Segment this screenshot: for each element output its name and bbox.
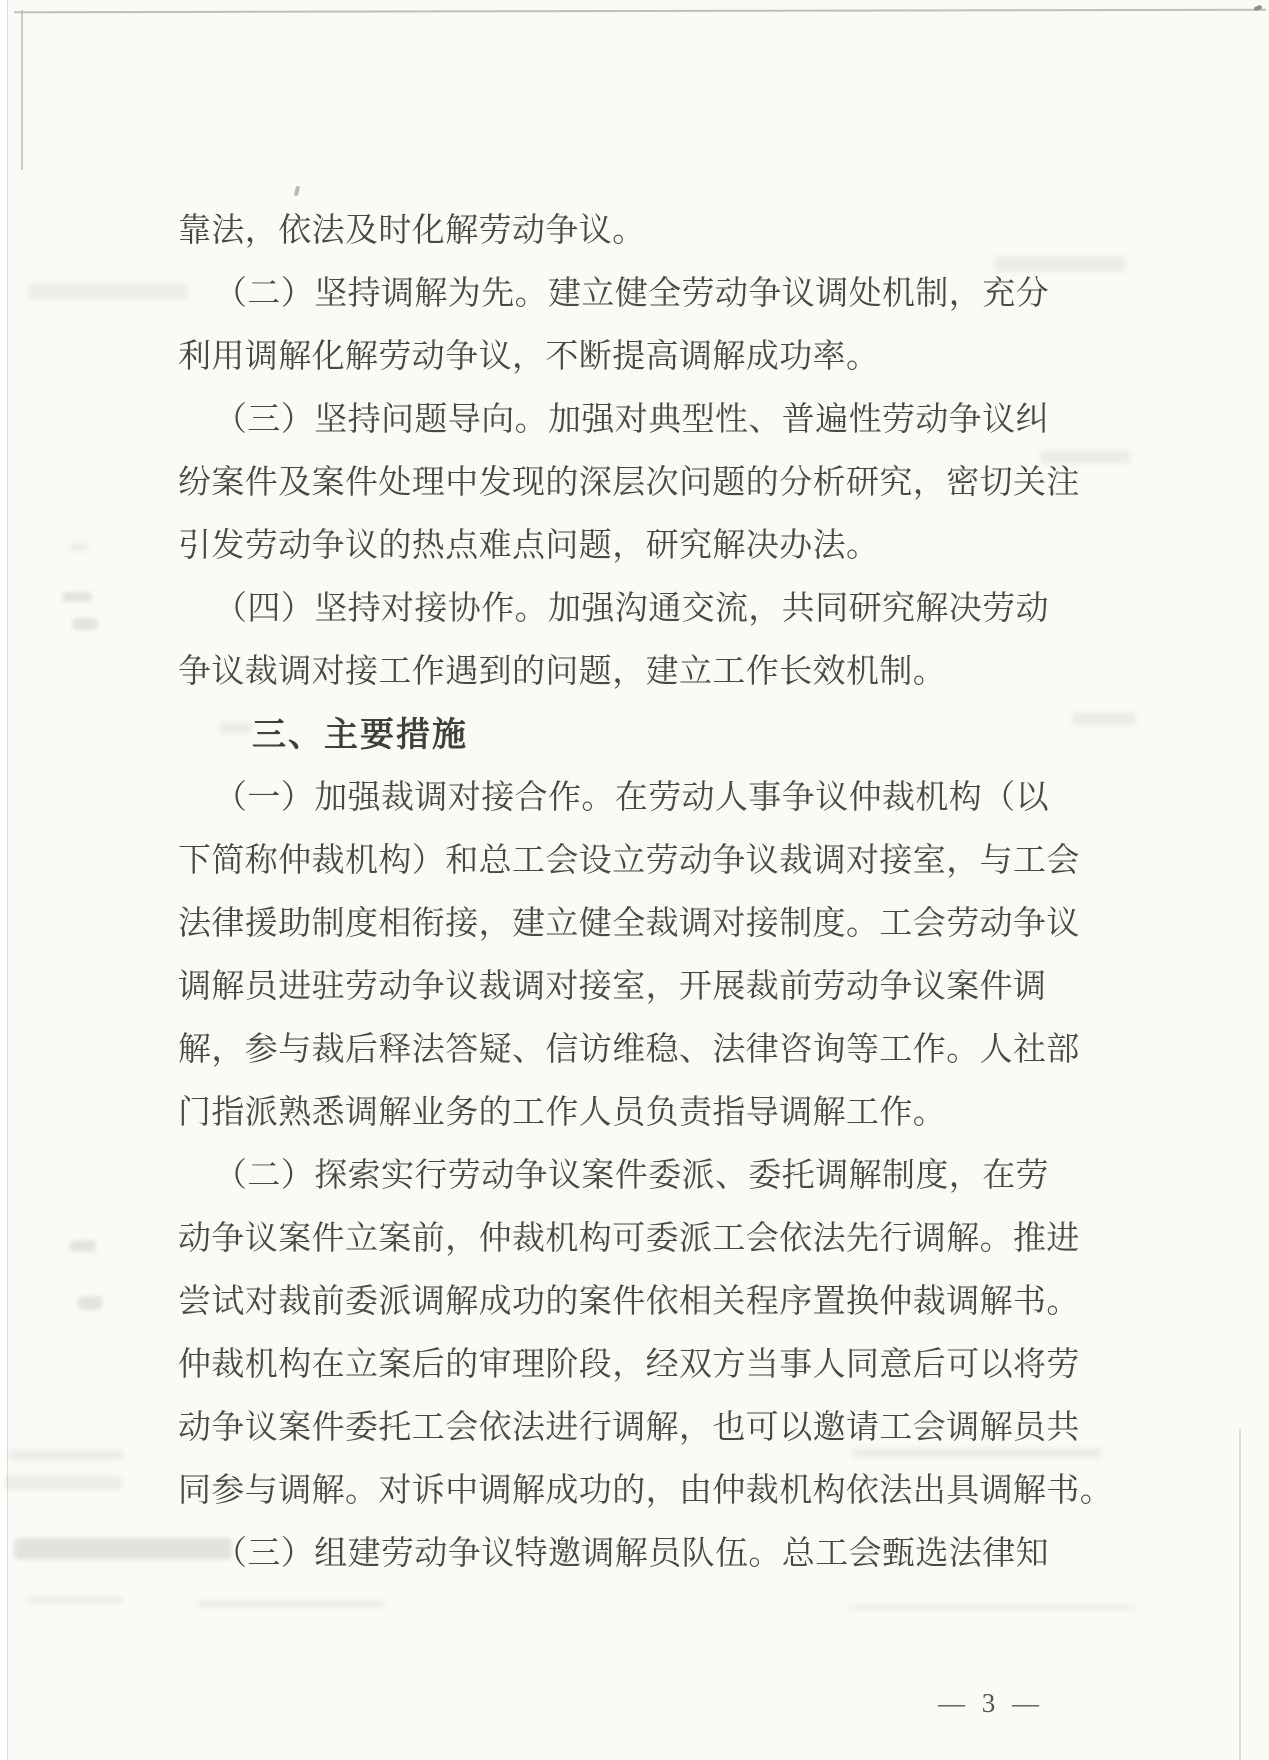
scan-artifact <box>62 592 92 602</box>
document-body <box>178 200 1114 1586</box>
document-line: 动争议案件委托工会依法进行调解，也可以邀请工会调解员共 <box>178 1410 1080 1446</box>
document-line: 引发劳动争议的热点难点问题，研究解决办法。 <box>178 528 880 564</box>
scan-artifact <box>28 283 188 299</box>
scan-artifact <box>198 1600 383 1608</box>
scan-left-edge <box>0 0 8 1760</box>
document-line: （一）加强裁调对接合作。在劳动人事争议仲裁机构（以 <box>214 780 1049 816</box>
document-line: 解，参与裁后释法答疑、信访维稳、法律咨询等工作。人社部 <box>178 1032 1080 1068</box>
scan-artifact <box>70 1240 96 1252</box>
section-heading: 三、主要措施 <box>252 716 468 754</box>
scan-right-fold-line <box>1239 1428 1241 1760</box>
document-line: 同参与调解。对诉中调解成功的，由仲裁机构依法出具调解书。 <box>178 1473 1114 1509</box>
document-line: （四）坚持对接协作。加强沟通交流，共同研究解决劳动 <box>214 591 1049 627</box>
document-line: 调解员进驻劳动争议裁调对接室，开展裁前劳动争议案件调 <box>178 969 1047 1005</box>
page-number: — 3 — <box>938 1688 1044 1718</box>
scan-artifact <box>78 1296 102 1310</box>
document-line: 尝试对裁前委派调解成功的案件依相关程序置换仲裁调解书。 <box>178 1284 1080 1320</box>
scan-artifact <box>72 618 98 630</box>
document-line: 纷案件及案件处理中发现的深层次问题的分析研究，密切关注 <box>178 465 1080 501</box>
document-line: （三）坚持问题导向。加强对典型性、普遍性劳动争议纠 <box>214 402 1049 438</box>
scan-artifact <box>8 1450 123 1460</box>
document-line: 下简称仲裁机构）和总工会设立劳动争议裁调对接室，与工会 <box>178 843 1080 879</box>
scan-artifact <box>4 1476 122 1490</box>
scan-speck <box>294 186 300 197</box>
document-line: 利用调解化解劳动争议，不断提高调解成功率。 <box>178 339 880 375</box>
document-line: 门指派熟悉调解业务的工作人员负责指导调解工作。 <box>178 1095 947 1131</box>
scan-artifact <box>848 1605 1136 1610</box>
document-line: （二）探索实行劳动争议案件委派、委托调解制度，在劳 <box>214 1158 1049 1194</box>
scan-artifact <box>70 543 88 551</box>
scan-top-edge-line <box>14 9 1266 14</box>
document-line: （二）坚持调解为先。建立健全劳动争议调处机制，充分 <box>214 276 1049 312</box>
scan-corner-line <box>21 10 23 170</box>
document-line: 法律援助制度相衔接，建立健全裁调对接制度。工会劳动争议 <box>178 906 1080 942</box>
document-line: （三）组建劳动争议特邀调解员队伍。总工会甄选法律知 <box>214 1536 1049 1572</box>
scan-artifact <box>28 1596 123 1604</box>
document-line: 争议裁调对接工作遇到的问题，建立工作长效机制。 <box>178 654 947 690</box>
document-line: 靠法，依法及时化解劳动争议。 <box>178 213 646 249</box>
document-line: 仲裁机构在立案后的审理阶段，经双方当事人同意后可以将劳 <box>178 1347 1080 1383</box>
document-line: 动争议案件立案前，仲裁机构可委派工会依法先行调解。推进 <box>178 1221 1080 1257</box>
